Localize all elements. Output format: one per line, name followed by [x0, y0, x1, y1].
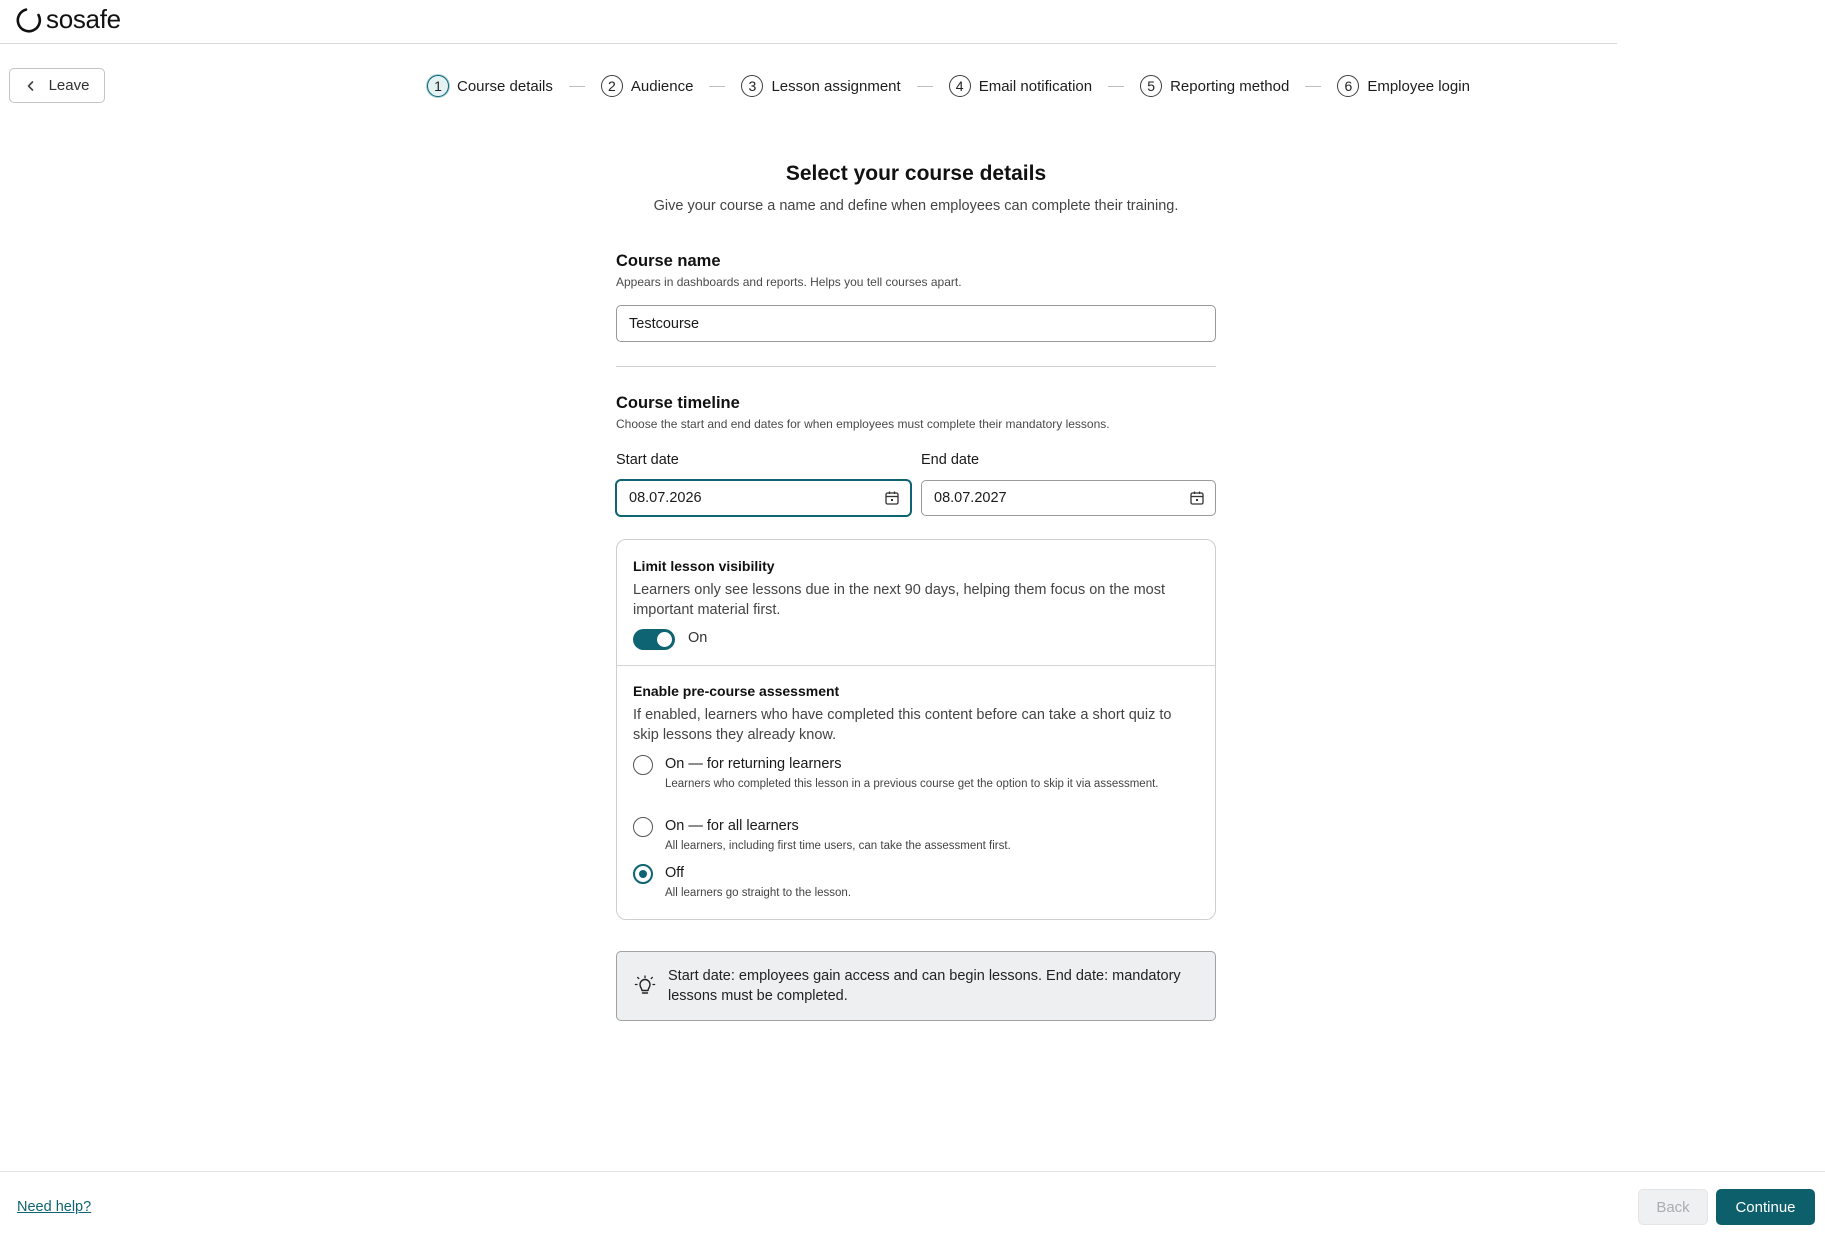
- start-date-value: 08.07.2026: [629, 490, 702, 506]
- step-number: 2: [601, 75, 623, 97]
- assessment-title: Enable pre-course assessment: [633, 683, 840, 699]
- step-email-notification[interactable]: [949, 75, 1092, 97]
- start-date-label: Start date: [616, 452, 679, 468]
- continue-button[interactable]: Continue: [1716, 1189, 1815, 1225]
- step-number: 3: [741, 75, 763, 97]
- step-label: Lesson assignment: [771, 77, 901, 95]
- course-name-description: Appears in dashboards and reports. Helps you tell courses apart.: [616, 275, 962, 289]
- step-lesson-assignment[interactable]: [741, 75, 900, 97]
- toggle-state-label: On: [688, 630, 708, 646]
- step-label: Email notification: [978, 77, 1093, 95]
- calendar-icon[interactable]: [1189, 490, 1205, 506]
- assessment-description: If enabled, learners who have completed this content before can take a short quiz to skip lessons they already know.: [633, 707, 1172, 743]
- step-course-details[interactable]: [427, 75, 553, 97]
- step-label: Audience: [630, 77, 694, 95]
- toggle-knob: [657, 632, 672, 647]
- step-label: Employee login: [1367, 77, 1470, 95]
- lesson-visibility-toggle[interactable]: [633, 629, 675, 650]
- page-subtitle: Give your course a name and define when employees can complete their training.: [653, 198, 1179, 214]
- radio-description: All learners go straight to the lesson.: [665, 887, 852, 899]
- section-divider: [616, 366, 1216, 367]
- radio-label: On — for returning learners: [665, 756, 842, 772]
- footer-bar: [0, 1171, 1825, 1233]
- radio-label: On — for all learners: [665, 818, 799, 834]
- leave-button[interactable]: [9, 68, 105, 103]
- sosafe-logo-mark-icon: [16, 7, 42, 33]
- chevron-left-icon: [25, 80, 37, 92]
- step-separator: [709, 86, 725, 87]
- step-audience[interactable]: [601, 75, 694, 97]
- step-number: 5: [1140, 75, 1162, 97]
- back-button[interactable]: Back: [1638, 1189, 1708, 1225]
- lightbulb-icon: [634, 975, 656, 997]
- step-number: 4: [949, 75, 971, 97]
- end-date-input[interactable]: [921, 480, 1216, 516]
- need-help-link[interactable]: Need help?: [17, 1199, 92, 1215]
- course-timeline-description: Choose the start and end dates for when employees must complete their mandatory lessons.: [616, 417, 1110, 431]
- course-name-input[interactable]: [616, 305, 1216, 342]
- step-label: Reporting method: [1170, 77, 1290, 95]
- lesson-visibility-section: [617, 540, 1215, 666]
- radio-button[interactable]: [633, 864, 653, 884]
- calendar-icon[interactable]: [884, 490, 900, 506]
- step-number: 6: [1337, 75, 1359, 97]
- tip-text: Start date: employees gain access and can begin lessons. End date: mandatory lessons must be completed.: [668, 968, 1181, 1004]
- leave-label: Leave: [48, 77, 90, 94]
- lesson-visibility-title: Limit lesson visibility: [633, 558, 775, 574]
- info-tip-box: [616, 951, 1216, 1021]
- lesson-visibility-description: Learners only see lessons due in the next 90 days, helping them focus on the most important material first.: [633, 582, 1165, 618]
- course-options-card: [616, 539, 1216, 920]
- logo-text: sosafe: [46, 4, 121, 34]
- start-date-input[interactable]: [616, 480, 911, 516]
- page-title: Select your course details: [785, 162, 1047, 185]
- step-reporting-method[interactable]: [1140, 75, 1289, 97]
- course-timeline-title: Course timeline: [616, 394, 740, 412]
- step-separator: [917, 86, 933, 87]
- step-separator: [1305, 86, 1321, 87]
- end-date-label: End date: [921, 452, 980, 468]
- course-name-value: Testcourse: [629, 315, 700, 332]
- step-number: 1: [427, 75, 449, 97]
- sosafe-logo[interactable]: [16, 4, 121, 35]
- step-employee-login[interactable]: [1337, 75, 1470, 97]
- wizard-stepper: [427, 74, 1470, 98]
- radio-button[interactable]: [633, 755, 653, 775]
- course-name-title: Course name: [616, 252, 721, 270]
- step-label: Course details: [457, 77, 553, 95]
- radio-description: All learners, including first time users, can take the assessment first.: [665, 840, 1011, 852]
- step-separator: [1108, 86, 1124, 87]
- radio-label: Off: [665, 865, 685, 881]
- radio-description: Learners who completed this lesson in a previous course get the option to skip it via assessment.: [665, 778, 1159, 790]
- end-date-value: 08.07.2027: [934, 490, 1007, 506]
- step-separator: [569, 86, 585, 87]
- top-bar: [0, 0, 1617, 44]
- radio-button[interactable]: [633, 817, 653, 837]
